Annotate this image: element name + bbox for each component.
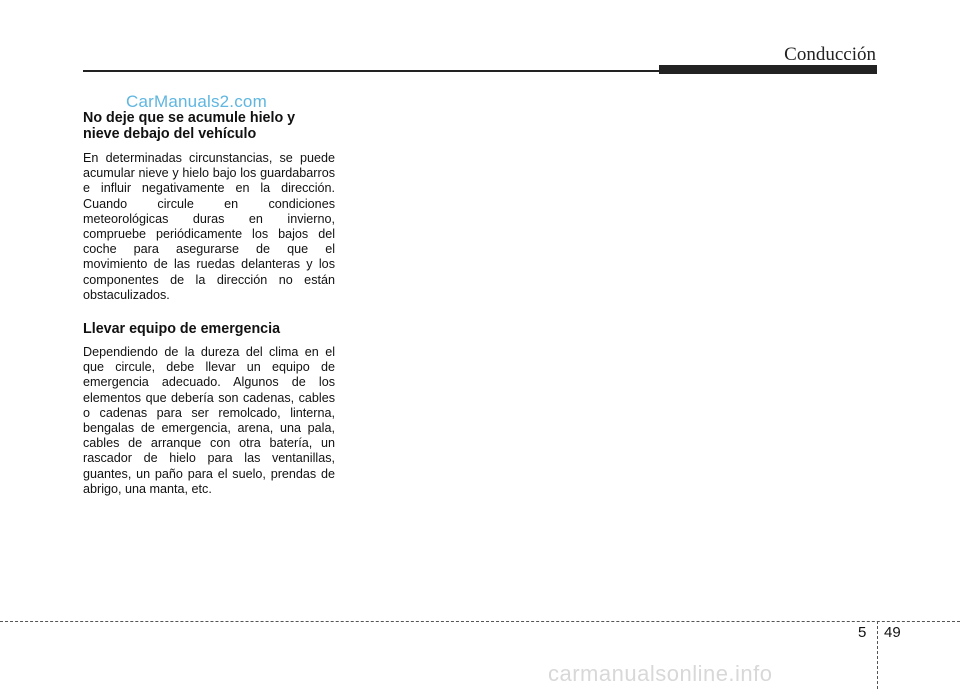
section-heading-emergency: Llevar equipo de emergencia xyxy=(83,321,281,338)
header-divider-bar xyxy=(659,65,877,74)
footer-page-divider xyxy=(877,621,878,689)
section-heading-ice-snow: No deje que se acumule hielo y nieve debajo del vehículo xyxy=(83,110,296,142)
chapter-title: Conducción xyxy=(784,44,876,65)
footer-divider xyxy=(0,621,960,622)
section-body-emergency: Dependiendo de la dureza del clima en el que circule, debe llevar un equipo de emergencia adecuado. Algunos de los elementos que debería son cadenas, cables o cadenas para ser remolcado, linterna, bengalas de emergencia, arena, una pala, cables de arranque con otra batería, un rascador de hielo para las ventanillas, guantes, un paño para el suelo, prendas de abrigo, una manta, etc. xyxy=(83,345,335,496)
watermark-text: CarManuals2.com xyxy=(126,92,267,111)
header-divider xyxy=(83,70,661,72)
site-watermark: carmanualsonline.info xyxy=(548,661,773,686)
page-number: 49 xyxy=(884,624,901,641)
section-body-ice-snow: En determinadas circunstancias, se puede acumular nieve y hielo bajo los guardabarros e influir negativamente en la dirección. Cuando circule en condiciones meteorológicas duras en invierno, compruebe periódicamente los bajos del coche para asegurarse de que el movimiento de las ruedas delanteras y los componentes de la dirección no están obstaculizados. xyxy=(83,151,335,302)
text-column xyxy=(83,110,335,497)
chapter-number: 5 xyxy=(858,624,867,641)
